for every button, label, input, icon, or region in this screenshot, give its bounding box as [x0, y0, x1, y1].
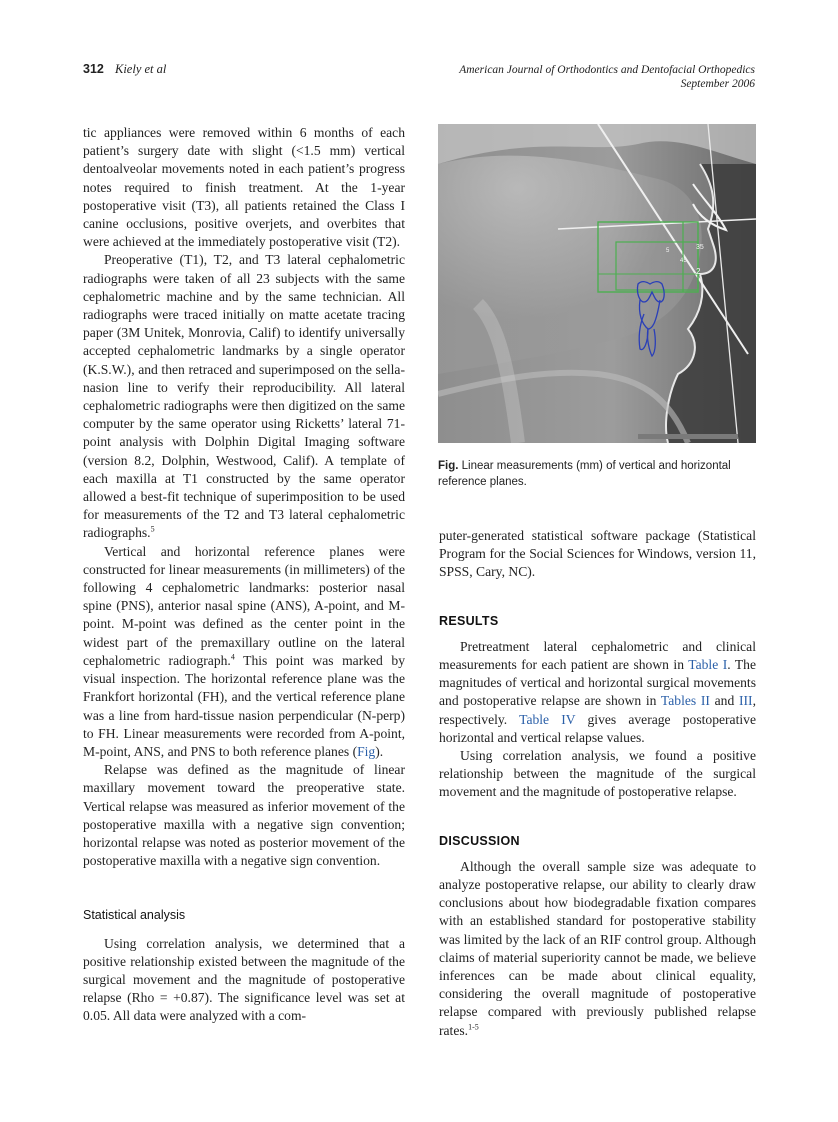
table-link[interactable]: III — [738, 693, 753, 709]
table-link[interactable]: Table IV — [519, 711, 576, 727]
citation[interactable]: 1-5 — [468, 1022, 479, 1032]
left-column — [83, 124, 405, 1026]
measure-label: 45 — [680, 258, 687, 264]
paragraph: Vertical and horizontal reference planes were constructed for linear measurements (in millimeters) of the following 4 cephalometric landmarks: posterior nasal spine (PNS), anterior nasal spine (ANS), A-point, and M-point. M-point was defined as the center point in the widest part of the premaxillary outline on the lateral cephalometric radiograph.$^4$ This point was marked by visual inspection. The horizontal reference plane was the Frankfort horizontal (FH), and the vertical reference plane was a line from hard-tissue nasion perpendicular (N-perp) to FH. Linear measurements were recorded from A-point, M-point, ANS, and PNS to both reference planes (Fig). — [83, 543, 406, 759]
figure-caption — [438, 458, 758, 490]
caption-label: Fig. — [438, 460, 459, 472]
citation[interactable]: 5 — [150, 524, 155, 534]
paragraph: Although the overall sample size was adequate to analyze postoperative relapse, our ability to clearly draw conclusions about how biodegradable fixation compares with an established standard for postoperative stability was limited by the lack of an RIF control group. Although claims of material superiority cannot be made, we believe inferences can be made about clinical equality, considering the overall magnitude of postoperative relapse compared with previously published relapse rates.$^{1-5}$ — [439, 858, 756, 1038]
paragraph: Using correlation analysis, we found a positive relationship between the magnitude of the surgical movement and the magnitude of postoperative relapse. — [439, 748, 756, 800]
journal-title: American Journal of Orthodontics and Dentofacial Orthopedics — [459, 64, 755, 76]
section-heading-results: RESULTS — [439, 613, 499, 628]
issue-date: September 2006 — [680, 78, 755, 90]
subsection-heading: Statistical analysis — [83, 908, 186, 923]
cephalometric-figure — [438, 124, 756, 443]
paragraph: Using correlation analysis, we determined that a positive relationship existed between the magnitude of the surgical movement and the magnitude of postoperative relapse (Rho = +0.87). The significance level was set at 0.05. All data were analyzed with a com- — [83, 935, 405, 1024]
paragraph: Preoperative (T1), T2, and T3 lateral cephalometric radiographs were taken of all 23 subjects with the same cephalometric machine and by the same technician. All radiographs were traced initially on matte acetate tracing paper (3M Unitek, Monrovia, Calif) to identify universally accepted cephalometric landmarks by a single operator (K.S.W.), and then retraced and superimposed on the sella-nasion line to verify their reproducibility. All lateral cephalometric radiographs were then digitized on the same computer by the same operator using Ricketts’ lateral 71-point analysis with Dolphin Digital Imaging software (version 8.2, Dolphin, Westwood, Calif). A template of each maxilla at T1 constructed by the same operator allowed a best-fit technique of superimposition to be used for measurements of the T2 and T3 lateral cephalometric radiographs.$^5$ — [83, 252, 405, 541]
measure-label: 2 — [696, 267, 701, 276]
table-link[interactable]: Tables II — [660, 693, 710, 709]
section-heading-discussion: DISCUSSION — [439, 833, 520, 848]
paragraph: Relapse was defined as the magnitude of linear maxillary movement toward the preoperative state. Vertical relapse was measured as inferior movement of the postoperative maxilla with a negative sign convention; horizontal relapse was noted as posterior movement of the postoperative maxilla with a negative sign convention. — [83, 762, 405, 869]
figure-link[interactable]: Fig — [357, 743, 376, 759]
right-column — [439, 527, 756, 1040]
measure-label: 35 — [696, 244, 704, 251]
paragraph: Pretreatment lateral cephalometric and clinical measurements for each patient are shown in Table I. The magnitudes of vertical and horizontal surgical movements and postoperative relapse are shown in Tables II and III, respectively. Table IV gives average postoperative horizontal and vertical relapse values. — [439, 638, 756, 745]
page-number: 312 — [83, 62, 104, 76]
caption-text: Linear measurements (mm) of vertical and horizontal reference planes. — [438, 460, 731, 488]
paragraph: puter-generated statistical software package (Statistical Program for the Social Sciences for Windows, version 11, SPSS, Cary, NC). — [439, 528, 756, 580]
running-authors: Kiely et al — [114, 62, 167, 76]
paragraph: tic appliances were removed within 6 months of each patient’s surgery date with slight (<1.5 mm) vertical dentoalveolar movements noted in each patient’s progress notes required to finish treatment. At the 1-year postoperative visit (T3), all patients retained the Class I canine occlusions, positive overjets, and overbites that were achieved at the immediately postoperative visit (T2). — [83, 125, 405, 250]
citation[interactable]: 4 — [230, 652, 235, 662]
table-link[interactable]: Table I — [688, 657, 728, 673]
running-header-right — [459, 63, 755, 91]
running-header-left — [83, 62, 166, 77]
measure-label: 5 — [666, 248, 670, 254]
